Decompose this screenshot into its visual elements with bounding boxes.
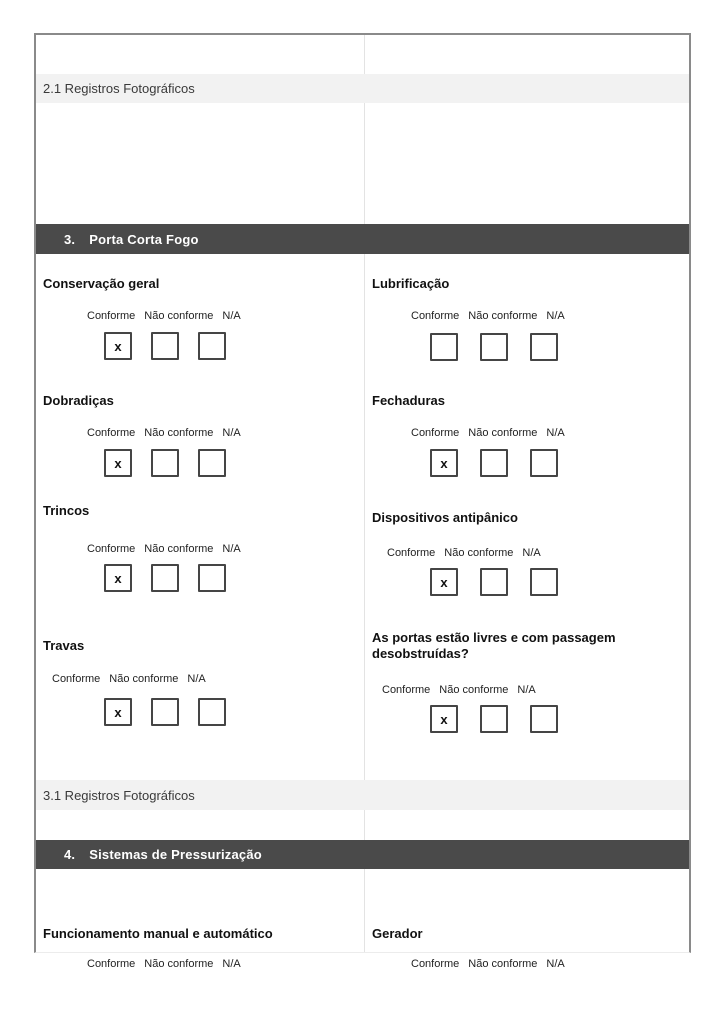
check-item-label-as-portas-estao-livres-e-com-passagem-desobstruidas: As portas estão livres e com passagem desobstruídas? [372, 630, 616, 661]
check-item-label-gerador: Gerador [372, 926, 423, 941]
option-label-nao-conforme: Não conforme [468, 310, 538, 322]
option-label-n-a: N/A [546, 310, 565, 322]
checkbox-conforme[interactable] [430, 333, 458, 361]
check-item-label-dobradicas: Dobradiças [43, 393, 114, 408]
check-item-label-conservacao-geral: Conservação geral [43, 276, 160, 291]
section-header-sistemas-de-pressurizacao [36, 840, 689, 869]
options-row [87, 958, 241, 970]
options-row [382, 684, 536, 696]
checkbox-conforme[interactable] [104, 332, 132, 360]
check-item-label-fechaduras: Fechaduras [372, 393, 445, 408]
column-divider [364, 35, 365, 74]
options-row [411, 427, 565, 439]
checkbox-conforme[interactable] [104, 698, 132, 726]
inspection-form-table [34, 33, 691, 970]
checkbox-n-a[interactable] [198, 332, 226, 360]
section-number: 4. [64, 847, 76, 862]
checkbox-mark: x [440, 455, 448, 471]
empty-row-mid [36, 810, 689, 840]
section-4-body [36, 869, 689, 970]
option-label-nao-conforme: Não conforme [109, 673, 179, 685]
options-row [87, 543, 241, 555]
option-label-n-a: N/A [546, 427, 565, 439]
option-label-conforme: Conforme [87, 543, 136, 555]
option-label-n-a: N/A [522, 547, 541, 559]
check-item-label-dispositivos-antipanico: Dispositivos antipânico [372, 510, 518, 525]
empty-row-top [36, 35, 689, 74]
checkbox-nao-conforme[interactable] [480, 568, 508, 596]
checkbox-mark: x [114, 570, 122, 586]
option-label-n-a: N/A [517, 684, 536, 696]
option-label-nao-conforme: Não conforme [444, 547, 514, 559]
photo-records-row-2-1 [36, 74, 689, 103]
option-label-conforme: Conforme [52, 673, 101, 685]
option-label-n-a: N/A [222, 543, 241, 555]
checkbox-mark: x [114, 704, 122, 720]
option-label-nao-conforme: Não conforme [144, 958, 214, 970]
checkbox-n-a[interactable] [198, 698, 226, 726]
option-label-n-a: N/A [222, 958, 241, 970]
photo-records-label: 2.1 Registros Fotográficos [43, 81, 195, 96]
options-row [87, 427, 241, 439]
checkbox-conforme[interactable] [430, 568, 458, 596]
section-3-left-column [36, 254, 364, 780]
check-item-label-lubrificacao: Lubrificação [372, 276, 450, 291]
section-4-right-column [364, 869, 689, 970]
check-item-label-trincos: Trincos [43, 503, 90, 518]
section-number: 3. [64, 231, 76, 247]
column-divider [364, 810, 365, 840]
option-label-n-a: N/A [222, 427, 241, 439]
checkbox-mark: x [114, 338, 122, 354]
section-title: Sistemas de Pressurização [89, 847, 262, 862]
checkbox-nao-conforme[interactable] [151, 698, 179, 726]
checkbox-conforme[interactable] [104, 564, 132, 592]
check-item-label-funcionamento-manual-e-automatico: Funcionamento manual e automático [43, 926, 273, 941]
checkbox-nao-conforme[interactable] [480, 705, 508, 733]
options-row [387, 547, 541, 559]
section-3-right-column [364, 254, 689, 780]
checkbox-n-a[interactable] [198, 449, 226, 477]
checkbox-mark: x [440, 711, 448, 727]
option-label-conforme: Conforme [87, 427, 136, 439]
checkbox-n-a[interactable] [198, 564, 226, 592]
option-label-conforme: Conforme [87, 958, 136, 970]
checkbox-n-a[interactable] [530, 705, 558, 733]
option-label-conforme: Conforme [411, 958, 460, 970]
checkbox-mark: x [440, 574, 448, 590]
photo-records-label: 3.1 Registros Fotográficos [43, 787, 195, 803]
checkbox-nao-conforme[interactable] [151, 332, 179, 360]
checkbox-nao-conforme[interactable] [151, 564, 179, 592]
checkbox-conforme[interactable] [430, 449, 458, 477]
section-3-body [36, 254, 689, 780]
option-label-conforme: Conforme [87, 310, 136, 322]
checkbox-n-a[interactable] [530, 449, 558, 477]
options-row [87, 310, 241, 322]
option-label-conforme: Conforme [411, 310, 460, 322]
photo-records-row-3-1 [36, 780, 689, 810]
photo-records-empty-area [36, 103, 689, 224]
options-row [411, 310, 565, 322]
section-header-porta-corta-fogo [36, 224, 689, 254]
option-label-nao-conforme: Não conforme [468, 958, 538, 970]
checkbox-conforme[interactable] [104, 449, 132, 477]
option-label-nao-conforme: Não conforme [439, 684, 509, 696]
section-4-left-column [36, 869, 364, 970]
options-row [411, 958, 565, 970]
checkbox-conforme[interactable] [430, 705, 458, 733]
check-item-label-travas: Travas [43, 638, 85, 653]
option-label-n-a: N/A [222, 310, 241, 322]
checkbox-n-a[interactable] [530, 333, 558, 361]
option-label-n-a: N/A [546, 958, 565, 970]
option-label-nao-conforme: Não conforme [144, 427, 214, 439]
option-label-n-a: N/A [187, 673, 206, 685]
options-row [52, 673, 206, 685]
column-divider [364, 103, 365, 224]
checkbox-nao-conforme[interactable] [151, 449, 179, 477]
checkbox-mark: x [114, 455, 122, 471]
option-label-nao-conforme: Não conforme [144, 543, 214, 555]
option-label-nao-conforme: Não conforme [144, 310, 214, 322]
section-title: Porta Corta Fogo [89, 231, 199, 247]
checkbox-n-a[interactable] [530, 568, 558, 596]
checkbox-nao-conforme[interactable] [480, 449, 508, 477]
option-label-conforme: Conforme [382, 684, 431, 696]
option-label-nao-conforme: Não conforme [468, 427, 538, 439]
option-label-conforme: Conforme [387, 547, 436, 559]
checkbox-nao-conforme[interactable] [480, 333, 508, 361]
option-label-conforme: Conforme [411, 427, 460, 439]
